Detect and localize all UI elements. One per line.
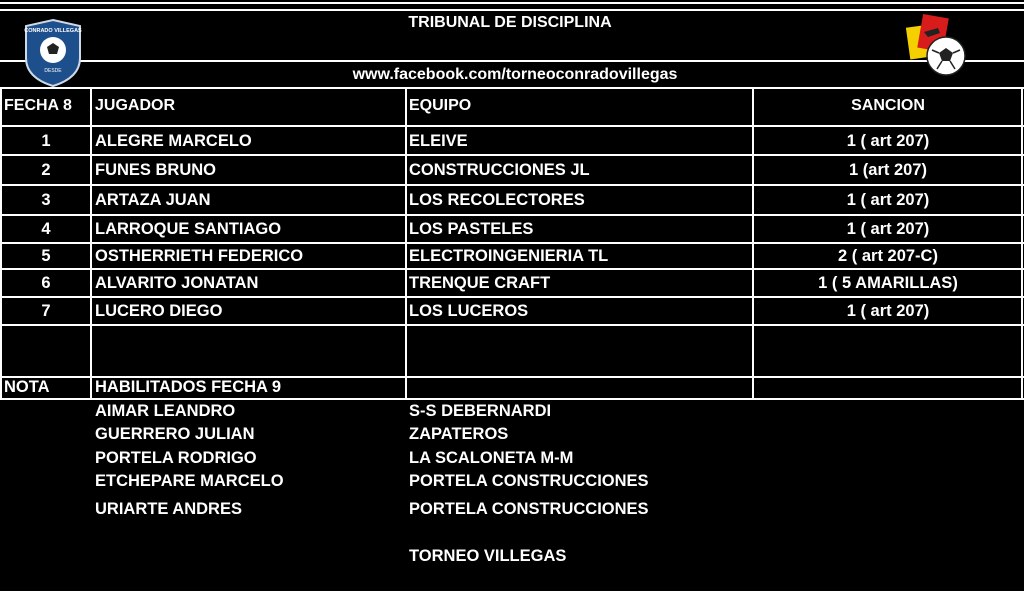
row-number: 4 (41, 220, 51, 238)
enabled-team: S-S DEBERNARDI (409, 402, 552, 420)
sanction: 1 ( art 207) (846, 220, 930, 238)
team-name: ELECTROINGENIERIA TL (409, 247, 609, 265)
col-header-jugador: JUGADOR (95, 97, 176, 114)
referee-card-ball-icon (906, 12, 968, 78)
footer-text: TORNEO VILLEGAS (409, 547, 567, 565)
row-number: 1 (41, 132, 51, 150)
team-name: LOS RECOLECTORES (409, 191, 585, 209)
team-name: CONSTRUCCIONES JL (409, 161, 590, 179)
team-name: TRENQUE CRAFT (409, 274, 551, 292)
sanction: 1 ( 5 AMARILLAS) (818, 274, 958, 292)
border-top-inner (0, 9, 1024, 11)
player-name: ALEGRE MARCELO (95, 132, 252, 150)
col-header-equipo: EQUIPO (409, 97, 472, 114)
player-name: ARTAZA JUAN (95, 191, 211, 209)
divider-row (0, 268, 1024, 270)
divider-row (0, 154, 1024, 156)
svg-text:DESDE: DESDE (44, 68, 62, 74)
sanction: 1 (art 207) (849, 161, 927, 179)
facebook-link[interactable]: www.facebook.com/torneoconradovillegas (352, 66, 678, 83)
border-top (0, 2, 1024, 4)
enabled-player: ETCHEPARE MARCELO (95, 472, 284, 490)
row-number: 3 (41, 191, 51, 209)
sanction: 1 ( art 207) (846, 302, 930, 320)
page-title: TRIBUNAL DE DISCIPLINA (408, 14, 612, 31)
divider-nota (0, 398, 1024, 400)
player-name: ALVARITO JONATAN (95, 274, 259, 292)
sanction: 1 ( art 207) (846, 191, 930, 209)
row-number: 6 (41, 274, 51, 292)
row-number: 7 (41, 302, 51, 320)
player-name: LUCERO DIEGO (95, 302, 223, 320)
player-name: FUNES BRUNO (95, 161, 217, 179)
divider-row (0, 184, 1024, 186)
team-name: ELEIVE (409, 132, 468, 150)
divider-row (0, 324, 1024, 326)
team-name: LOS LUCEROS (409, 302, 529, 320)
col-header-sancion: SANCION (851, 97, 925, 114)
enabled-player: PORTELA RODRIGO (95, 449, 257, 467)
enabled-player: AIMAR LEANDRO (95, 402, 236, 420)
league-logo (22, 18, 84, 88)
enabled-team: PORTELA CONSTRUCCIONES (409, 500, 649, 518)
enabled-player: URIARTE ANDRES (95, 500, 242, 518)
enabled-team: PORTELA CONSTRUCCIONES (409, 472, 649, 490)
col-header-fecha: FECHA 8 (4, 97, 72, 114)
player-name: OSTHERRIETH FEDERICO (95, 247, 304, 265)
divider-url (0, 87, 1024, 89)
enabled-player: GUERRERO JULIAN (95, 425, 255, 443)
enabled-team: ZAPATEROS (409, 425, 509, 443)
divider-row (0, 214, 1024, 216)
team-name: LOS PASTELES (409, 220, 534, 238)
divider-title (0, 60, 1024, 62)
row-number: 2 (41, 161, 51, 179)
divider-row (0, 242, 1024, 244)
sanction: 1 ( art 207) (846, 132, 930, 150)
divider-row (0, 296, 1024, 298)
col-line (405, 87, 407, 400)
player-name: LARROQUE SANTIAGO (95, 220, 282, 238)
row-number: 5 (41, 247, 51, 265)
enabled-team: LA SCALONETA M-M (409, 449, 574, 467)
divider-header (0, 125, 1024, 127)
nota-title: HABILITADOS FECHA 9 (95, 378, 282, 396)
sanction: 2 ( art 207-C) (838, 247, 938, 265)
nota-label: NOTA (4, 378, 50, 396)
svg-text:CONRADO VILLEGAS: CONRADO VILLEGAS (24, 28, 82, 34)
